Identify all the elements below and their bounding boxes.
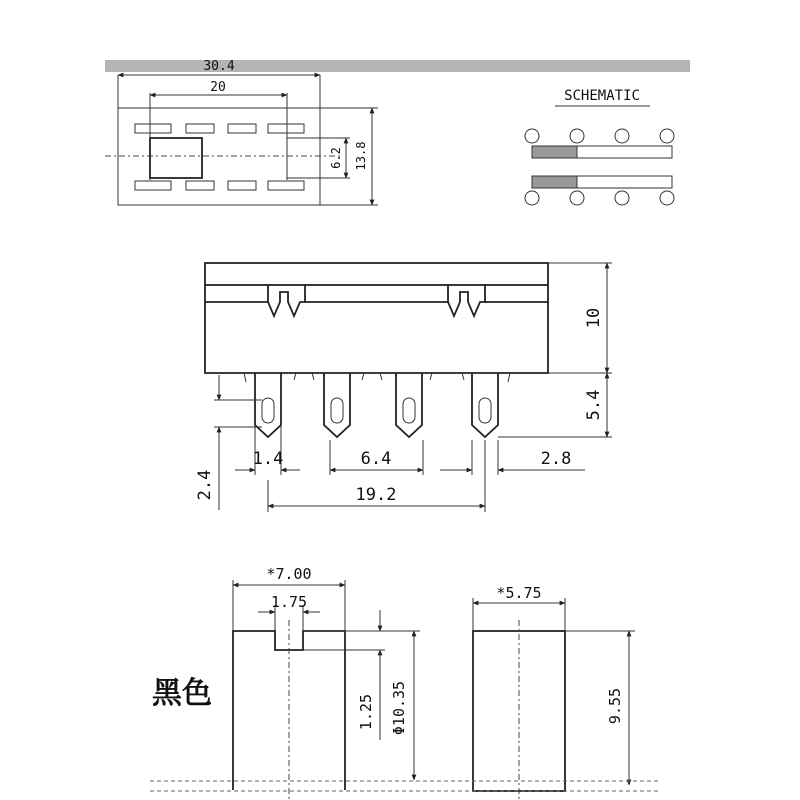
slider-contact [532,176,577,188]
cap-a-outline [233,631,345,790]
pad [135,181,171,190]
top-view [105,59,690,205]
terminal-circle [615,191,629,205]
schematic [525,88,674,205]
housing-body [205,285,548,373]
dim-height-body: 10 [584,307,604,329]
top-square [150,138,202,178]
terminal-circle [525,191,539,205]
dim-pin-pitch: 6.4 [360,449,392,469]
dim-pin-width: 1.4 [252,449,284,469]
dim-height-overall: 13.8 [354,141,368,171]
pin [396,373,422,437]
dim-pin-span: 19.2 [355,485,397,505]
dim-height-inner: 6.2 [329,147,343,169]
terminal-circle [570,129,584,143]
dim-cap-height-a: Φ10.35 [390,680,408,736]
dim-width-inner: 20 [210,80,226,95]
terminal-circle [615,129,629,143]
dim-cap-width-b: *5.75 [496,584,542,602]
terminal-circle [570,191,584,205]
schematic-title: SCHEMATIC [564,88,640,104]
terminal-circle [525,129,539,143]
dim-slot-depth: 1.25 [357,693,375,731]
pad [186,124,214,133]
notch-left [268,285,305,316]
dim-pin-offset: 2.8 [540,449,572,469]
dim-width-overall: 30.4 [203,59,235,74]
cap-b-outline [473,631,565,791]
header-bar [105,60,690,72]
housing-top [205,263,548,285]
terminal-circle [660,129,674,143]
pad [268,124,304,133]
side-view [195,263,612,512]
dim-cap-height-b: 9.55 [606,687,624,725]
color-label: 黑色 [152,676,212,711]
pin [472,373,498,437]
pad [268,181,304,190]
pad [228,181,256,190]
pad [228,124,256,133]
cap-view [150,565,660,800]
slider-contact [532,146,577,158]
pad [135,124,171,133]
dim-pin-tip: 2.4 [195,469,215,501]
dim-height-pin: 5.4 [584,389,604,421]
pad [186,181,214,190]
terminal-circle [660,191,674,205]
notch-right [448,285,485,316]
dim-cap-width-a: *7.00 [266,565,312,583]
dim-slot-width: 1.75 [270,593,308,611]
pin [324,373,350,437]
